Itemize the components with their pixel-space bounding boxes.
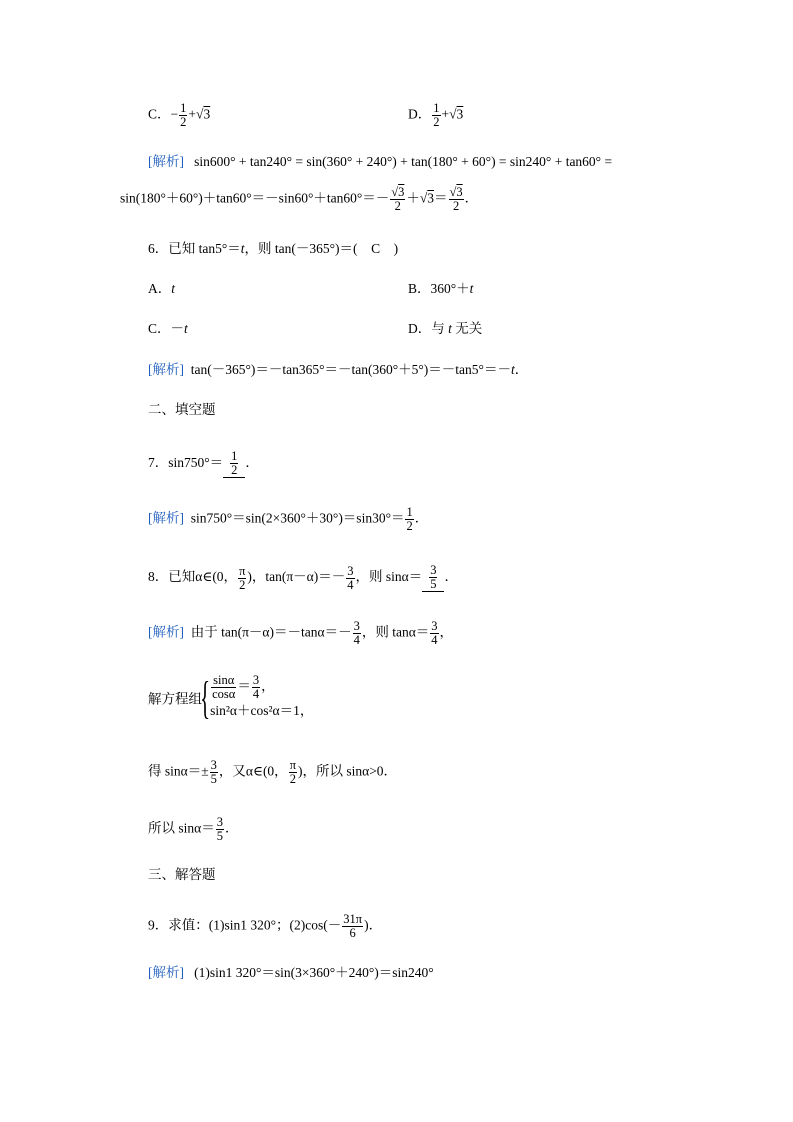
numerator: 3 <box>430 563 437 577</box>
denominator: 6 <box>349 926 356 940</box>
denominator: 5 <box>216 829 223 843</box>
stem-text: ，则 sinα＝ <box>355 569 423 585</box>
fraction <box>289 759 297 786</box>
denominator: 4 <box>353 633 360 647</box>
fraction <box>405 506 413 533</box>
period: ． <box>464 190 479 206</box>
fraction <box>211 674 236 701</box>
q6-option-d <box>408 320 482 338</box>
system-row-1 <box>210 674 313 701</box>
numerator: 3 <box>216 815 223 829</box>
equals-sign: ＝ <box>434 190 448 206</box>
stem-text: 8．已知α∈(0， <box>148 569 238 585</box>
q9-explain <box>148 964 434 982</box>
option-value: － <box>170 321 185 336</box>
q8-equation-system <box>148 671 314 723</box>
numerator: 3 <box>347 563 354 578</box>
option-label: D． <box>408 321 432 336</box>
denominator: 5 <box>210 772 217 786</box>
option-label: C． <box>148 106 171 122</box>
section-heading-fill-in: 二、填空题 <box>148 402 216 417</box>
answer-blank <box>223 450 245 478</box>
explain-text: sin750°＝sin(2×360°＋30°)＝sin30°＝ <box>190 510 405 526</box>
numerator: 3 <box>210 758 217 772</box>
fraction <box>449 186 464 213</box>
denominator: 4 <box>347 577 354 592</box>
option-label: B． <box>408 281 431 296</box>
fraction <box>353 620 361 647</box>
plus-sign: + <box>188 106 197 122</box>
q6-stem <box>148 240 398 258</box>
stem-text: ) <box>380 241 399 256</box>
numerator: 1 <box>433 101 440 115</box>
denominator: 5 <box>430 577 437 591</box>
plus-sign: ＋ <box>406 190 420 206</box>
explain-text: )，所以 sinα>0． <box>298 763 398 779</box>
system-row-2: sin²α＋cos²α＝1， <box>210 703 314 718</box>
numerator: π <box>289 758 296 772</box>
system-label: 解方程组 <box>148 691 202 707</box>
stem-text: 6．已知 tan5°＝ <box>148 241 241 256</box>
option-label: A． <box>148 281 172 296</box>
explain-text: 由于 tan(π－α)＝－tanα＝－ <box>190 624 352 640</box>
numerator: 3 <box>252 673 260 687</box>
explain-tag: [解析] <box>148 154 184 169</box>
q6-explain <box>148 361 528 379</box>
radicand: 3 <box>203 106 211 122</box>
answer-blank <box>422 564 444 592</box>
explain-text: ，又α∈(0， <box>218 763 288 779</box>
q6-option-b <box>408 280 473 298</box>
q8-explain-line4 <box>148 816 238 843</box>
q5-option-d: D． $\frac{1}{2}$ +√3 <box>408 101 464 129</box>
equals-sign: ＝ <box>237 678 251 694</box>
q6-option-a <box>148 280 175 298</box>
section-heading-solve: 三、解答题 <box>148 867 216 882</box>
explain-tag: [解析] <box>148 510 184 526</box>
denominator: cosα <box>212 687 236 701</box>
q5-explain-line2: sin(180°＋60°)＋tan60°＝－sin60°＋tan60°＝－ $\frac{√3}{2}$ ＋√3＝ $\frac{√3}{2}$ ． <box>120 185 479 213</box>
option-label: D． <box>408 106 432 122</box>
numerator: 1 <box>231 449 238 463</box>
fraction <box>216 816 224 843</box>
fraction <box>432 102 440 129</box>
denominator: 4 <box>252 687 260 701</box>
stem-text: 9．求值：(1)sin1 320°；(2)cos(－ <box>148 917 342 933</box>
q7-explain <box>148 506 428 533</box>
radicand: 3 <box>427 190 435 206</box>
period: ． <box>414 510 429 526</box>
option-label: C． <box>148 321 171 336</box>
stem-text: ，则 tan(－365°)＝( <box>244 241 372 256</box>
radicand: 3 <box>456 185 463 199</box>
var-t: t <box>240 241 245 256</box>
denominator: 2 <box>452 199 460 213</box>
var-t: t <box>184 321 188 336</box>
numerator: √3 <box>391 185 405 199</box>
q8-explain-line1 <box>148 620 453 647</box>
explain-tag: [解析] <box>148 362 184 377</box>
denominator: 2 <box>289 772 296 786</box>
explain-text: 得 sinα＝± <box>148 763 209 779</box>
comma: ， <box>439 624 454 640</box>
fraction <box>346 565 354 592</box>
explain-text: sin(180°＋60°)＋tan60°＝－sin60°＋tan60°＝－ <box>120 190 390 206</box>
explain-text: 所以 sinα＝ <box>148 820 215 836</box>
var-t: t <box>510 362 515 377</box>
numerator: √3 <box>449 185 463 199</box>
var-t: t <box>469 281 474 296</box>
explain-text: ，则 tanα＝ <box>361 624 430 640</box>
explain-text: sin600° + tan240° = sin(360° + 240°) + tan(180° + 60°) = sin240° + tan60° = <box>194 154 613 169</box>
answer: C <box>371 241 381 256</box>
denominator: 2 <box>433 115 440 129</box>
plus-sign: + <box>441 106 450 122</box>
fraction <box>252 674 260 701</box>
fraction <box>390 186 405 213</box>
q8-explain-line3 <box>148 759 397 786</box>
stem-text: )． <box>364 917 383 933</box>
minus-sign: − <box>170 106 179 122</box>
q5-option-c: C．− $\frac{1}{2}$ +√3 <box>148 101 211 129</box>
numerator: 31π <box>343 912 363 926</box>
numerator: 3 <box>431 619 438 633</box>
denominator: 2 <box>239 577 246 592</box>
q6-option-c <box>148 320 188 338</box>
denominator: 2 <box>231 463 238 477</box>
option-value: 与 <box>431 321 449 336</box>
numerator: π <box>239 563 246 578</box>
period: ． <box>514 362 529 377</box>
fraction <box>429 564 437 591</box>
stem-text: )，tan(π－α)＝－ <box>247 569 346 585</box>
period: ． <box>444 569 458 585</box>
left-brace: { <box>200 671 211 723</box>
q7-stem <box>148 450 259 478</box>
option-value: 无关 <box>451 321 483 336</box>
q8-stem <box>148 564 458 592</box>
fraction <box>238 565 246 592</box>
period: ． <box>224 820 239 836</box>
numerator: 1 <box>406 505 413 519</box>
denominator: 2 <box>180 115 187 129</box>
option-value: 360°＋ <box>430 281 470 296</box>
denominator: 2 <box>394 199 401 213</box>
period: ． <box>245 455 259 471</box>
denominator: 2 <box>406 519 413 533</box>
stem-text: 7．sin750°＝ <box>148 455 224 471</box>
fraction <box>430 620 438 647</box>
denominator: 4 <box>431 633 438 647</box>
radicand: 3 <box>398 185 405 199</box>
fraction <box>342 913 363 940</box>
fraction <box>230 450 238 477</box>
explain-text: (1)sin1 320°＝sin(3×360°＋240°)＝sin240° <box>194 965 434 980</box>
fraction <box>210 759 218 786</box>
explain-tag: [解析] <box>148 965 184 980</box>
system-rows <box>210 674 313 721</box>
fraction <box>179 102 187 129</box>
numerator: 1 <box>180 101 187 115</box>
var-t: t <box>448 321 452 336</box>
q9-stem <box>148 913 382 940</box>
explain-text: tan(－365°)＝－tan365°＝－tan(360°＋5°)＝－tan5°＝－ <box>190 362 511 377</box>
option-value: t <box>171 281 176 296</box>
explain-tag: [解析] <box>148 624 184 640</box>
comma: ， <box>261 678 275 694</box>
q5-explain-line1 <box>148 153 612 171</box>
numerator: 3 <box>353 619 360 633</box>
numerator: sinα <box>211 674 236 688</box>
radicand: 3 <box>456 106 464 122</box>
